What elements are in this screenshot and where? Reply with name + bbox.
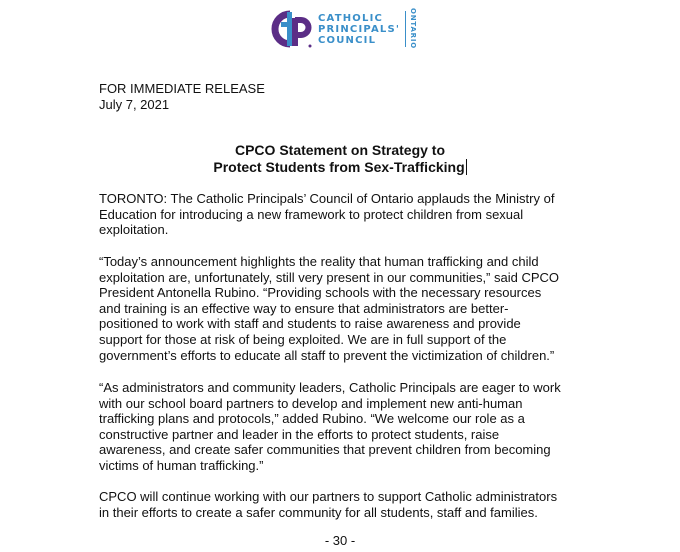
paragraph-line: constructive partner and leader in the efforts to protect students, raise	[99, 426, 500, 442]
paragraph-line: support for those at risk of being exploited. We are in full support of the	[99, 331, 507, 347]
paragraph-3	[99, 380, 589, 474]
logo-word-2: PRINCIPALS'	[318, 23, 401, 35]
logo-wordmark	[318, 13, 400, 46]
paragraph-line: awareness, and create safer communities that prevent children from becoming	[99, 442, 551, 458]
end-marker: - 30 -	[324, 533, 356, 548]
cpco-logo	[268, 8, 417, 50]
logo-word-1: CATHOLIC	[318, 12, 384, 24]
paragraph-line: with our school board partners to develop and implement new anti-human	[99, 395, 523, 411]
logo-word-3: COUNCIL	[318, 34, 377, 46]
paragraph-line: in their efforts to create a safer community for all students, staff and families.	[99, 504, 538, 520]
logo-province: ONTARIO	[409, 8, 418, 50]
paragraph-line: positioned to work with staff and students to raise awareness and provide	[99, 316, 521, 332]
paragraph-line: President Antonella Rubino. “Providing schools with the necessary resources	[99, 285, 542, 301]
paragraph-line: “Today’s announcement highlights the reality that human trafficking and child	[99, 254, 539, 269]
paragraph-line: and training is an effective way to ensure that administrators are better-	[99, 300, 509, 316]
paragraph-line: trafficking plans and protocols,” added Rubino. “We welcome our role as a	[99, 411, 525, 427]
paragraph-line: “As administrators and community leaders, Catholic Principals are eager to work	[99, 380, 561, 395]
paragraph-line: victims of human trafficking.”	[99, 457, 264, 473]
paragraph-1	[99, 191, 589, 238]
text-cursor	[466, 159, 467, 175]
release-label: FOR IMMEDIATE RELEASE	[99, 81, 265, 96]
paragraph-4	[99, 489, 589, 520]
paragraph-line: exploitation are, unfortunately, still very present in our communities,” said CPCO	[99, 269, 560, 285]
paragraph-line: government’s efforts to educate all staff to prevent the victimization of children.”	[99, 347, 555, 363]
title-line-2	[0, 159, 680, 176]
release-date: July 7, 2021	[99, 97, 170, 112]
paragraph-2	[99, 254, 589, 363]
paragraph-line: Education for introducing a new framework to protect children from sexual	[99, 206, 524, 222]
cpco-logo-mark-icon	[268, 9, 312, 49]
paragraph-line: exploitation.	[99, 222, 169, 238]
paragraph-line: CPCO will continue working with our partners to support Catholic administrators	[99, 489, 558, 504]
title-line-1: CPCO Statement on Strategy to	[234, 142, 446, 158]
paragraph-line: TORONTO: The Catholic Principals’ Council of Ontario applauds the Ministry of	[99, 191, 555, 206]
title-line-2-text: Protect Students from Sex-Trafficking	[213, 159, 465, 175]
logo-divider	[405, 11, 406, 47]
